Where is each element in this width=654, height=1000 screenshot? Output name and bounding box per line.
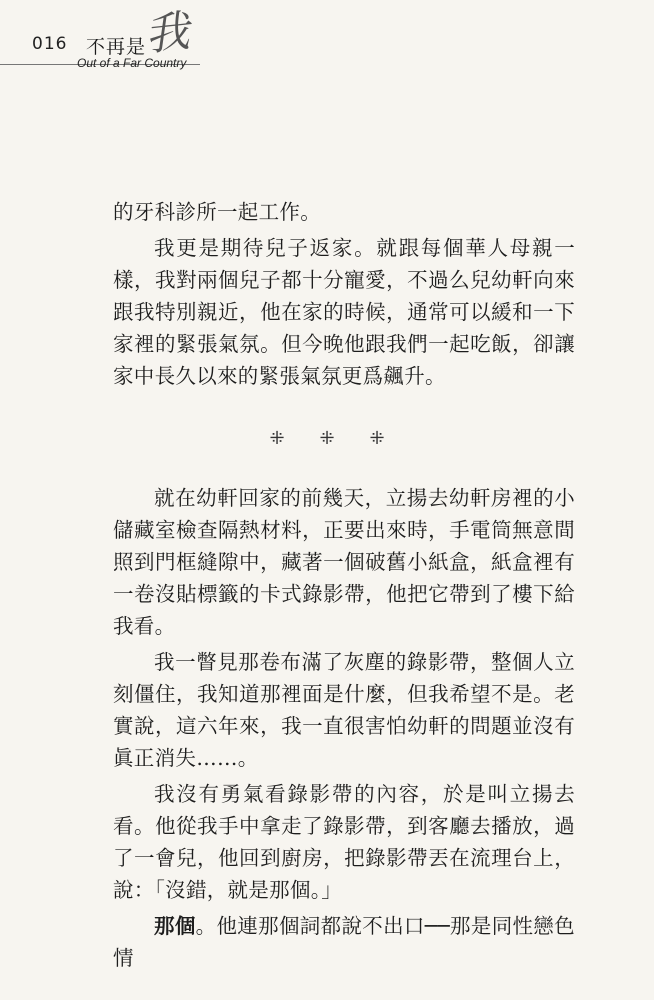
text-section-bottom [113, 482, 575, 978]
text-section-top [113, 196, 575, 396]
ornament-icon: ⁜ [319, 428, 335, 449]
paragraph-last [113, 910, 575, 974]
book-title-accent: 我 [142, 5, 192, 62]
emphasis-text: 那個 [154, 914, 196, 938]
paragraph-text: 。他連那個詞都說不出口──那是同性戀色情 [113, 914, 575, 970]
paragraph: 我一瞥見那卷布滿了灰塵的錄影帶，整個人立刻僵住，我知道那裡面是什麼，但我希望不是。老實說，這六年來，我一直很害怕幼軒的問題並沒有眞正消失……。 [113, 650, 575, 770]
running-header [0, 0, 654, 80]
ornament-icon: ⁜ [369, 428, 385, 449]
book-title: 不再是 [86, 36, 147, 58]
paragraph: 我更是期待兒子返家。就跟每個華人母親一樣，我對兩個兒子都十分寵愛，不過么兒幼軒向來跟我特別親近，他在家的時候，通常可以緩和一下家裡的緊張氣氛。但今晚他跟我們一起吃飯，卻讓家中長久以來的緊張氣氛更爲飆升。 [113, 236, 575, 388]
page-number: 016 [32, 34, 68, 54]
section-separator [0, 428, 654, 449]
book-subtitle: Out of a Far Country [77, 56, 187, 70]
ornament-icon: ⁜ [269, 428, 285, 449]
paragraph: 我沒有勇氣看錄影帶的內容，於是叫立揚去看。他從我手中拿走了錄影帶，到客廳去播放，過了一會兒，他回到廚房，把錄影帶丟在流理台上，說：「沒錯，就是那個。」 [113, 782, 575, 902]
paragraph: 的牙科診所一起工作。 [113, 200, 321, 224]
paragraph: 就在幼軒回家的前幾天，立揚去幼軒房裡的小儲藏室檢查隔熱材料，正要出來時，手電筒無意間照到門框縫隙中，藏著一個破舊小紙盒，紙盒裡有一卷沒貼標籤的卡式錄影帶，他把它帶到了樓下給我看。 [113, 486, 575, 638]
